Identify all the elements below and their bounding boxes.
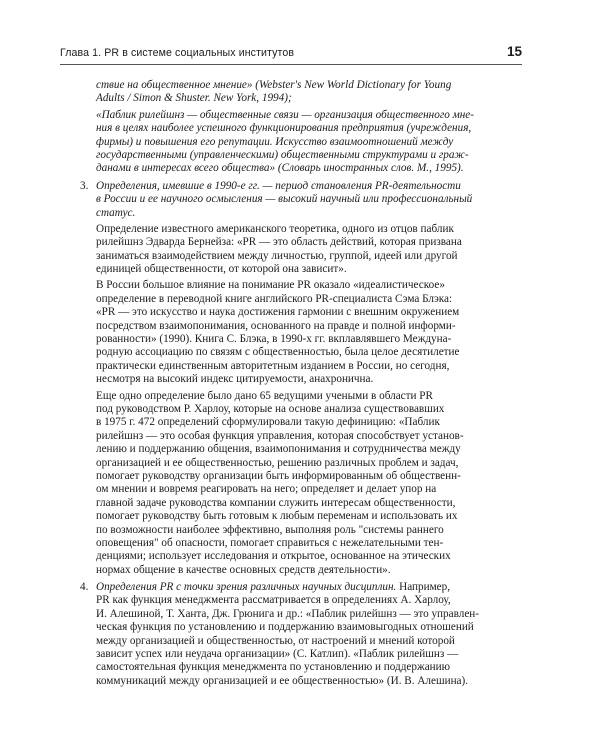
text-line: между организацией и общественностью, от настроений и мнений которой <box>96 634 455 647</box>
text-line: самостоятельная функция менеджмента по установлению и поддержанию <box>96 661 451 674</box>
text-line: рованности» (1990). Книга С. Блэка, в 1990-х гг. вкплавлявшего Междуна- <box>96 333 452 346</box>
paragraph-bernays <box>96 223 518 277</box>
text-line: практически единственным авторитетным изданием в России, но сегодня, <box>96 359 450 372</box>
text-line: рилейшнз — это особая функция управления, которая способствует установ- <box>96 429 464 442</box>
text-line: данами в интересах всего общества» (Словарь иностранных слов. М., 1995). <box>96 162 464 175</box>
text-line: оповещения" об опасности, помогает справиться с нежелательными тен- <box>96 536 444 549</box>
text-line: по возможности наиболее эффективно, выполняя роль "системы раннего <box>96 523 444 536</box>
text-line: родную ассоциацию по связям с общественностью, была целое десятилетие <box>96 346 460 359</box>
text-line: фирмы) и повышения его репутации. Искусство взаимоотношений между <box>96 135 454 148</box>
text-line: «PR — это искусство и наука достижения гармонии с внешним окружением <box>96 306 460 319</box>
text-line: ствие на общественное мнение» (Webster's New World Dictionary for Young <box>96 79 452 91</box>
list-item-4 <box>80 581 518 688</box>
section-heading-line: Определения, имевшие в 1990-е гг. — период становления PR-деятельности <box>96 179 461 192</box>
paragraph-black <box>96 279 518 386</box>
list-number: 3. <box>80 179 89 192</box>
text-line: заниматься взаимодействием между личностью, группой, идеей или другой <box>96 249 458 262</box>
text-line: В России большое влияние на понимание PR оказало «идеалистическое» <box>96 279 445 292</box>
chapter-title: Глава 1. PR в системе социальных институтов <box>60 47 295 59</box>
quote-continuation <box>96 79 518 106</box>
text-line: Еще одно определение было дано 65 ведущими учеными в области PR <box>96 389 433 402</box>
text-line: посредством взаимопонимания, основанного на правде и полной информи- <box>96 319 456 332</box>
page-content <box>80 79 518 688</box>
heading-continuation: Например, <box>396 581 451 594</box>
text-line: ния в целях наиболее успешного функционирования предприятия (учреждения, <box>96 122 472 135</box>
text-line: государственными (управленческими) общественными структурами и граж- <box>96 148 469 161</box>
paragraph-harlow <box>96 390 518 577</box>
dictionary-quote <box>96 109 518 176</box>
text-line: Определение известного американского теоретика, одного из отцов паблик <box>96 222 454 235</box>
text-line: нормах общение в качестве основных средств деятельности». <box>96 563 391 576</box>
list-number: 4. <box>80 581 89 594</box>
text-line: определение в переводной книге английского PR-специалиста Сэма Блэка: <box>96 292 453 305</box>
text-line: организацией и ее общественностью, решению различных проблем и задач, <box>96 456 459 469</box>
text-line: И. Алешиной, Т. Ханта, Дж. Грюнига и др.: «Паблик рилейшнз — это управлен- <box>96 607 479 620</box>
text-line: зависит успех или неудача организации» (С. Катлип). «Паблик рилейшнз — <box>96 648 459 661</box>
section-heading: Определения PR с точки зрения различных научных дисциплин. <box>96 581 397 594</box>
text-line: PR как функция менеджмента рассматривается в определениях А. Харлоу, <box>96 594 451 607</box>
list-item-3 <box>80 179 518 220</box>
text-line: денциями; использует исследования и открытое, основанное на этических <box>96 550 451 563</box>
section-heading-line: в России и ее научного осмысления — высокий научный или профессиональный <box>96 193 473 206</box>
text-line: коммуникаций между организацией и ее общественностью» (И. В. Алешина). <box>96 674 469 687</box>
text-line: под руководством Р. Харлоу, которые на основе анализа существовавших <box>96 402 445 415</box>
page-number: 15 <box>506 44 522 59</box>
text-line: единицей общественности, от которой она зависит». <box>96 263 347 276</box>
text-line: ческая функция по установлению и поддержанию взаимовыгодных отношений <box>96 621 474 634</box>
text-line: помогает руководству быть готовым к любым переменам и использовать их <box>96 510 458 523</box>
text-line: ом мнении и вовремя реагировать на него; определяет и делает упор на <box>96 483 437 496</box>
text-line: рилейшнз Эдварда Бернейза: «PR — это область действий, которая призвана <box>96 236 462 249</box>
section-heading-line: статус. <box>96 206 136 219</box>
text-line: несмотря на высокий индекс цитируемости, анахронична. <box>96 373 374 386</box>
text-line: лению и поддержанию общения, взаимопонимания и сотрудничества между <box>96 443 461 456</box>
text-line: в 1975 г. 472 определений сформулировали такую дефиницию: «Паблик <box>96 416 440 429</box>
text-line: помогает руководству организации быть информированным об общественн- <box>96 469 461 482</box>
section-heading-line <box>96 581 518 594</box>
text-line: главной задаче руководства компании служить интересам общественности, <box>96 496 456 509</box>
text-line: «Паблик рилейшнз — общественные связи — организация общественного мне- <box>96 108 474 121</box>
text-line: Adults / Simon & Shuster. New York, 1994); <box>96 92 292 105</box>
running-header <box>60 44 522 65</box>
